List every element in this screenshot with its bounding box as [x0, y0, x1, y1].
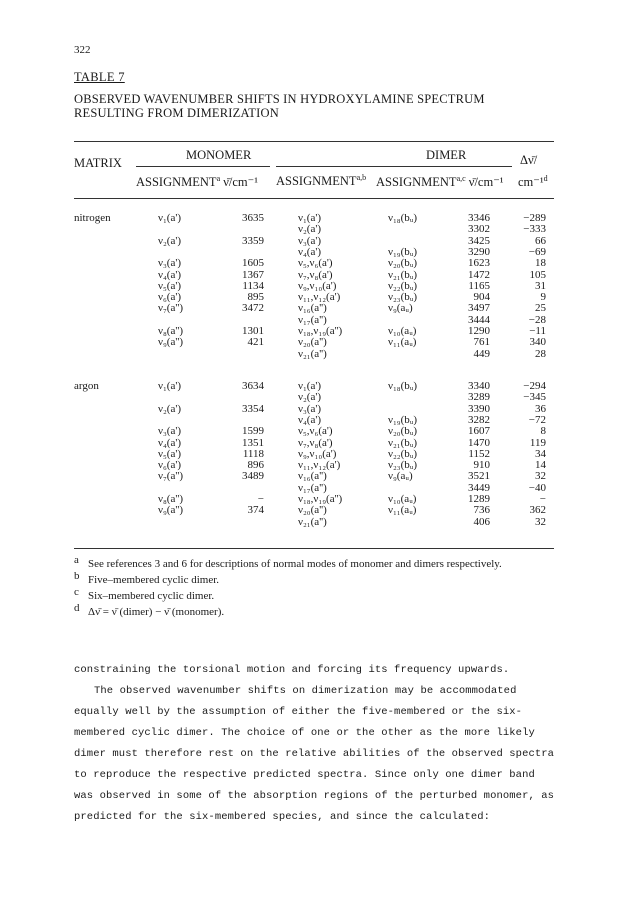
monomer-wavenumber-cell: 1367 — [242, 268, 264, 281]
body-paragraph-1: constraining the torsional motion and forcing its frequency upwards. — [74, 664, 510, 676]
footnote-text: Six–membered cyclic dimer. — [88, 590, 215, 602]
dimer-five-assignment-cell: ν₁₈,ν₁₉(a'') — [298, 325, 343, 337]
dimer-wavenumber-cell: 3289 — [468, 391, 490, 404]
dimer-five-assignment-cell: ν₇,ν₈(a') — [298, 268, 333, 281]
delta-cell: 119 — [529, 436, 546, 449]
dimer-five-assignment-cell: ν₂₀(a'') — [298, 504, 327, 517]
table-bottom-rule — [74, 548, 554, 549]
monomer-wavenumber-cell: 3489 — [242, 470, 264, 483]
header-bottom-rule — [74, 198, 554, 199]
body-paragraph-2: The observed wavenumber shifts on dimerization may be accommodated equally well by the assumption of either the five-membered or the six-membered cyclic dimer. The choice of one or the other as the more likely dimer must therefore rest on the relative abilities of the observed spectra to reproduce the respective predicted spectra. Since only one dimer band was observed in some of the absorption regions of the perturbed monomer, as predicted for the six-membered species, and since the calculated: — [74, 685, 555, 823]
footnote-a — [74, 554, 554, 571]
footnote-d — [74, 602, 554, 619]
dimer-five-assignment-cell: ν₁(a') — [298, 212, 321, 224]
delta-cell: −28 — [528, 313, 546, 326]
dimer-six-assignment-cell: ν₂₃(bᵤ) — [388, 459, 418, 472]
dimer-five-assignment-cell: ν₁₇(a'') — [298, 313, 327, 326]
dimer-wavenumber-cell: 406 — [473, 515, 490, 528]
header-dimer-assignment-c — [376, 174, 504, 190]
dimer-five-assignment-cell: ν₉,ν₁₀(a') — [298, 279, 337, 292]
dimer-five-assignment-cell: ν₁₈,ν₁₉(a'') — [298, 493, 343, 505]
delta-cell: −294 — [523, 380, 546, 392]
dimer-wavenumber-cell: 1470 — [468, 436, 490, 449]
dimer-wavenumber-cell: 1152 — [468, 447, 490, 460]
monomer-wavenumber-cell: 421 — [247, 336, 264, 349]
header-matrix: MATRIX — [74, 156, 122, 170]
dimer-six-assignment-cell: ν₂₀(bᵤ) — [388, 257, 418, 270]
dimer-five-assignment-cell: ν₃(a') — [298, 402, 321, 415]
dimer-five-assignment-cell: ν₇,ν₈(a') — [298, 436, 333, 449]
delta-cell: 25 — [535, 302, 546, 315]
header-dimer-assignment-b — [276, 174, 366, 189]
header-monomer-assignment — [136, 174, 258, 190]
delta-cell: 36 — [535, 402, 546, 415]
monomer-assignment-cell: ν₃(a') — [158, 425, 181, 438]
dimer-five-assignment-cell: ν₅,ν₆(a') — [298, 257, 333, 270]
monomer-wavenumber-cell: 1301 — [242, 325, 264, 337]
dimer-wavenumber-cell: 3390 — [468, 402, 490, 415]
monomer-assignment-cell: ν₄(a') — [158, 268, 181, 281]
header-delta: Δν̄/ — [520, 153, 538, 167]
monomer-assignment-sup: a — [216, 173, 221, 183]
dimer-assignment-c-label: ASSIGNMENT — [376, 175, 457, 189]
footnote-text: Five–membered cyclic dimer. — [88, 574, 220, 586]
monomer-assignment-cell: ν₈(a'') — [158, 325, 183, 337]
dimer-assignment-c-sup: a,c — [456, 173, 466, 183]
footnote-mark: c — [74, 586, 79, 598]
dimer-six-assignment-cell: ν₁₀(aᵤ) — [388, 325, 417, 337]
dimer-five-assignment-cell: ν₂₁(a'') — [298, 347, 327, 360]
monomer-wavenumber-cell: 3634 — [242, 380, 264, 392]
monomer-assignment-cell: ν₉(a'') — [158, 336, 183, 349]
monomer-wavenumber-cell: − — [257, 493, 264, 505]
dimer-six-assignment-cell: ν₉(aᵤ) — [388, 470, 413, 483]
delta-cell: −69 — [528, 245, 546, 258]
monomer-wavenumber-cell: 895 — [247, 291, 264, 304]
dimer-six-assignment-cell: ν₁₁(aᵤ) — [388, 504, 417, 517]
dimer-five-assignment-cell: ν₂₀(a'') — [298, 336, 327, 349]
footnote-text: See references 3 and 6 for descriptions of normal modes of monomer and dimers respectively. — [88, 558, 502, 570]
dimer-six-assignment-cell: ν₁₀(aᵤ) — [388, 493, 417, 505]
header-monomer: MONOMER — [186, 148, 252, 162]
dimer-wavenumber-cell: 1623 — [468, 257, 490, 270]
dimer-five-assignment-cell: ν₁₆(a'') — [298, 302, 327, 315]
footnote-text: Δν̄ = ν̄ (dimer) − ν̄ (monomer). — [88, 606, 225, 618]
delta-cell: 66 — [535, 234, 546, 247]
monomer-wavenumber-cell: 896 — [247, 459, 264, 472]
dimer-six-assignment-cell: ν₁₉(bᵤ) — [388, 245, 418, 258]
dimer-wavenumber-cell: 1289 — [468, 493, 490, 505]
dimer-wavenumber-cell: 3290 — [468, 245, 490, 258]
footnote-c — [74, 586, 554, 603]
header-monomer-rule — [136, 166, 270, 167]
header-dimer-rule — [276, 166, 512, 167]
matrix-label: nitrogen — [74, 212, 111, 224]
dimer-five-assignment-cell: ν₃(a') — [298, 234, 321, 247]
dimer-wavenumber-cell: 3302 — [468, 223, 490, 236]
dimer-five-assignment-cell: ν₁(a') — [298, 380, 321, 392]
dimer-six-assignment-cell: ν₂₁(bᵤ) — [388, 268, 418, 281]
monomer-assignment-cell: ν₈(a'') — [158, 493, 183, 505]
monomer-unit: ν̄/cm⁻¹ — [223, 175, 258, 189]
monomer-assignment-cell: ν₆(a') — [158, 291, 181, 304]
monomer-wavenumber-cell: 3354 — [242, 402, 264, 415]
delta-cell: 362 — [529, 504, 546, 517]
monomer-assignment-cell: ν₃(a') — [158, 257, 181, 270]
dimer-five-assignment-cell: ν₄(a') — [298, 245, 321, 258]
delta-cell: 32 — [535, 470, 546, 483]
delta-cell: −289 — [523, 212, 546, 224]
dimer-six-assignment-cell: ν₁₉(bᵤ) — [388, 413, 418, 426]
delta-cell: 32 — [535, 515, 546, 528]
dimer-assignment-b-sup: a,b — [356, 172, 367, 182]
monomer-wavenumber-cell: 1599 — [242, 425, 264, 438]
dimer-wavenumber-cell: 3444 — [468, 313, 490, 326]
delta-cell: 28 — [535, 347, 546, 360]
delta-cell: 34 — [535, 447, 546, 460]
dimer-wavenumber-cell: 3346 — [468, 212, 490, 224]
delta-cell: −11 — [529, 325, 546, 337]
monomer-assignment-cell: ν₇(a'') — [158, 470, 183, 483]
monomer-wavenumber-cell: 1605 — [242, 257, 264, 270]
matrix-label: argon — [74, 380, 99, 392]
dimer-six-assignment-cell: ν₁₈(bᵤ) — [388, 212, 418, 224]
dimer-wavenumber-cell: 3449 — [468, 481, 490, 494]
monomer-wavenumber-cell: 1118 — [242, 447, 264, 460]
dimer-wavenumber-cell: 3425 — [468, 234, 490, 247]
dimer-assignment-b-label: ASSIGNMENT — [276, 174, 357, 188]
dimer-six-assignment-cell: ν₂₁(bᵤ) — [388, 436, 418, 449]
delta-sup: d — [543, 173, 548, 183]
monomer-assignment-cell: ν₁(a') — [158, 212, 181, 224]
dimer-wavenumber-cell: 904 — [473, 291, 490, 304]
dimer-six-assignment-cell: ν₁₁(aᵤ) — [388, 336, 417, 349]
delta-unit: cm⁻¹ — [518, 175, 544, 189]
dimer-six-assignment-cell: ν₂₃(bᵤ) — [388, 291, 418, 304]
footnote-b — [74, 570, 554, 587]
monomer-assignment-cell: ν₉(a'') — [158, 504, 183, 517]
dimer-five-assignment-cell: ν₅,ν₆(a') — [298, 425, 333, 438]
body-text — [74, 660, 560, 828]
dimer-wavenumber-cell: 1607 — [468, 425, 490, 438]
delta-cell: −345 — [523, 391, 546, 404]
dimer-six-assignment-cell: ν₉(aᵤ) — [388, 302, 413, 315]
dimer-wavenumber-cell: 3497 — [468, 302, 490, 315]
monomer-wavenumber-cell: 374 — [247, 504, 264, 517]
dimer-wavenumber-cell: 449 — [473, 347, 490, 360]
dimer-five-assignment-cell: ν₂(a') — [298, 223, 321, 236]
dimer-five-assignment-cell: ν₂(a') — [298, 391, 321, 404]
dimer-wavenumber-cell: 1290 — [468, 325, 490, 337]
dimer-wavenumber-cell: 761 — [473, 336, 490, 349]
dimer-five-assignment-cell: ν₁₆(a'') — [298, 470, 327, 483]
header-dimer: DIMER — [426, 148, 467, 162]
monomer-assignment-cell: ν₇(a'') — [158, 302, 183, 315]
dimer-wavenumber-cell: 1472 — [468, 268, 490, 281]
monomer-wavenumber-cell: 1134 — [242, 279, 264, 292]
monomer-wavenumber-cell: 3359 — [242, 234, 264, 247]
dimer-wavenumber-cell: 1165 — [468, 279, 490, 292]
dimer-wavenumber-cell: 3521 — [468, 470, 490, 483]
delta-cell: 8 — [540, 425, 546, 438]
monomer-wavenumber-cell: 1351 — [242, 436, 264, 449]
delta-cell: 340 — [529, 336, 546, 349]
dimer-five-assignment-cell: ν₉,ν₁₀(a') — [298, 447, 337, 460]
delta-cell: − — [539, 493, 546, 505]
monomer-assignment-cell: ν₅(a') — [158, 447, 181, 460]
dimer-five-assignment-cell: ν₁₁,ν₁₂(a') — [298, 459, 341, 472]
monomer-assignment-cell: ν₂(a') — [158, 402, 181, 415]
monomer-assignment-cell: ν₆(a') — [158, 459, 181, 472]
delta-cell: −40 — [528, 481, 546, 494]
delta-cell: 31 — [535, 279, 546, 292]
dimer-unit: ν̄/cm⁻¹ — [468, 175, 504, 189]
monomer-assignment-cell: ν₅(a') — [158, 279, 181, 292]
monomer-wavenumber-cell: 3635 — [242, 212, 264, 224]
footnote-mark: d — [74, 602, 80, 614]
dimer-wavenumber-cell: 910 — [473, 459, 490, 472]
delta-cell: 9 — [540, 291, 546, 304]
dimer-five-assignment-cell: ν₄(a') — [298, 413, 321, 426]
monomer-assignment-cell: ν₄(a') — [158, 436, 181, 449]
dimer-six-assignment-cell: ν₁₈(bᵤ) — [388, 380, 418, 392]
delta-cell: −333 — [523, 223, 546, 236]
dimer-six-assignment-cell: ν₂₂(bᵤ) — [388, 279, 418, 292]
delta-cell: −72 — [528, 413, 546, 426]
page-number: 322 — [74, 44, 91, 56]
footnotes — [74, 554, 554, 622]
footnote-mark: a — [74, 554, 79, 566]
dimer-six-assignment-cell: ν₂₀(bᵤ) — [388, 425, 418, 438]
delta-cell: 18 — [535, 257, 546, 270]
monomer-assignment-cell: ν₁(a') — [158, 380, 181, 392]
table-caption: OBSERVED WAVENUMBER SHIFTS IN HYDROXYLAMINE SPECTRUM RESULTING FROM DIMERIZATION — [74, 92, 485, 120]
dimer-six-assignment-cell: ν₂₂(bᵤ) — [388, 447, 418, 460]
dimer-five-assignment-cell: ν₁₇(a'') — [298, 481, 327, 494]
delta-cell: 105 — [529, 268, 546, 281]
monomer-wavenumber-cell: 3472 — [242, 302, 264, 315]
monomer-assignment-cell: ν₂(a') — [158, 234, 181, 247]
dimer-wavenumber-cell: 3282 — [468, 413, 490, 426]
footnote-mark: b — [74, 570, 80, 582]
delta-cell: 14 — [535, 459, 546, 472]
dimer-wavenumber-cell: 3340 — [468, 380, 490, 392]
dimer-five-assignment-cell: ν₁₁,ν₁₂(a') — [298, 291, 341, 304]
table-title: TABLE 7 — [74, 70, 125, 84]
dimer-wavenumber-cell: 736 — [473, 504, 490, 517]
dimer-five-assignment-cell: ν₂₁(a'') — [298, 515, 327, 528]
header-delta-unit — [518, 174, 548, 190]
table-top-rule — [74, 141, 554, 142]
monomer-assignment-label: ASSIGNMENT — [136, 175, 217, 189]
